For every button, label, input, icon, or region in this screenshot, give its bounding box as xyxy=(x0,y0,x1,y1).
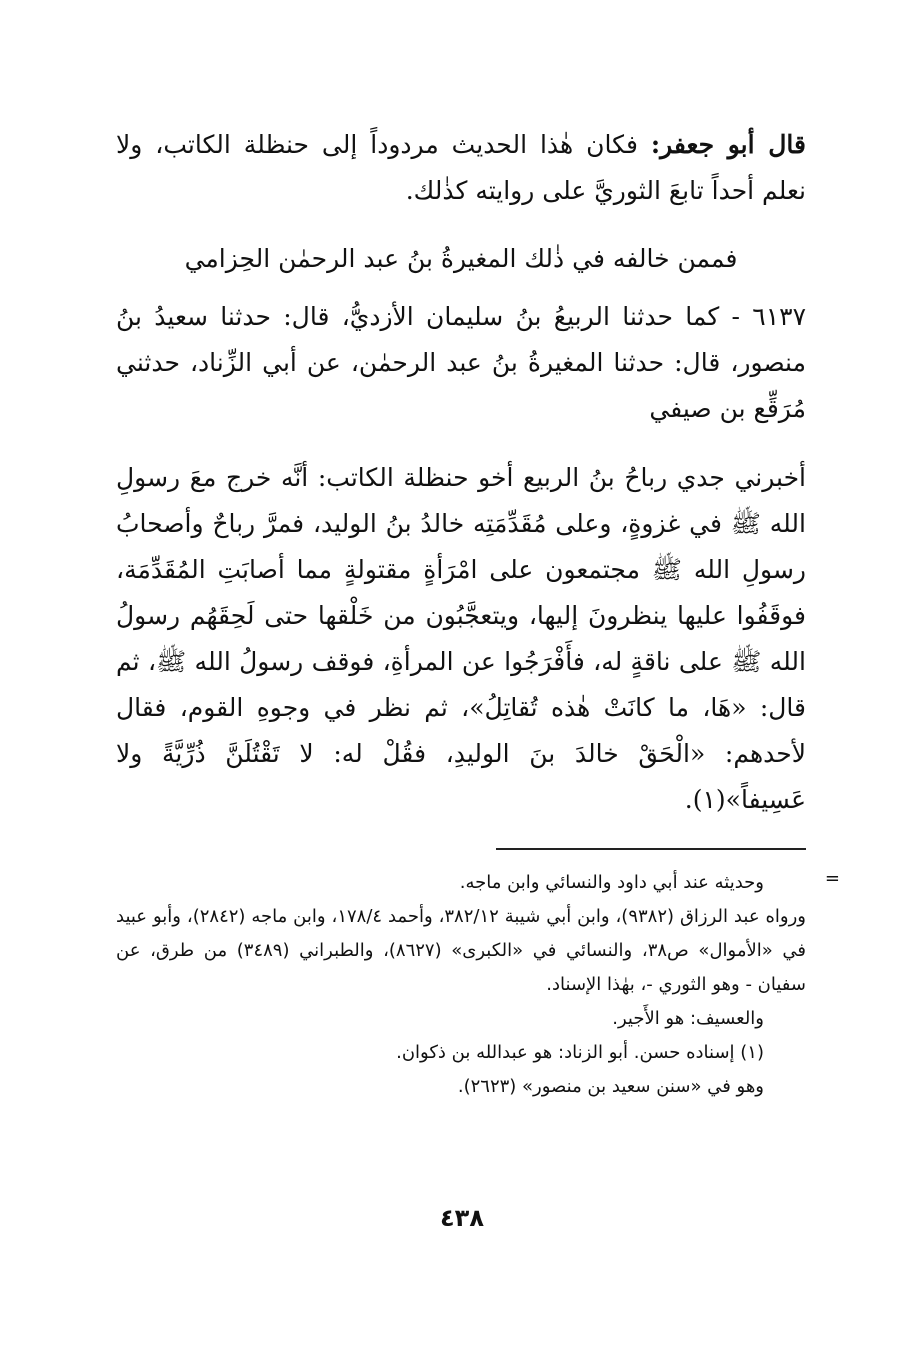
footnote-divider xyxy=(496,848,806,850)
footnote-continuation: وحديثه عند أبي داود والنسائي وابن ماجه. xyxy=(459,872,764,893)
intro-text: فكان هٰذا الحديث مردوداً إلى حنظلة الكاتب، ولا نعلم أحداً تابعَ الثوريَّ على روايته كذٰلك. xyxy=(116,130,806,205)
section-heading: فممن خالفه في ذٰلك المغيرةُ بنُ عبد الرحمٰن الحِزامي xyxy=(184,244,738,273)
continuation-mark: = xyxy=(824,868,840,889)
footnote-1: (١) إسناده حسن. أبو الزناد: هو عبدالله بن ذكوان. xyxy=(396,1042,764,1063)
footnote-gloss: والعسيف: هو الأَجير. xyxy=(612,1008,764,1029)
hadith-text: أخبرني جدي رباحُ بنُ الربيع أخو حنظلة الكاتب: أنَّه خرج معَ رسولِ الله ﷺ في غزوةٍ، وعلى مُقَدِّمَتِه خالدُ بنُ الوليد، فمرَّ رباحٌ وأصحابُ رسولِ الله ﷺ مجتمعون على امْرَأةٍ مقتولةٍ مما أصابَتِ المُقَدِّمَة، فوقَفُوا عليها ينظرونَ إليها، ويتعجَّبُون من خَلْقها حتى لَحِقَهُم رسولُ الله ﷺ على ناقةٍ له، فأَفْرَجُوا عن المرأةِ، فوقف رسولُ الله ﷺ، ثم قال: «هَا، ما كانَتْ هٰذه تُقاتِلُ»، ثم نظر في وجوهِ القوم، فقال لأحدهم: «الْحَقْ خالدَ بنَ الوليدِ، فقُلْ له: لا تَقْتُلَنَّ ذُرِّيَّةً ولا عَسِيفاً»(١). xyxy=(116,463,806,814)
intro-paragraph xyxy=(116,122,806,214)
footnotes xyxy=(116,866,806,1104)
intro-speaker: قال أبو جعفر: xyxy=(650,130,806,159)
page-number: ٤٣٨ xyxy=(440,1204,484,1232)
hadith-isnad: ٦١٣٧ - كما حدثنا الربيعُ بنُ سليمان الأزديُّ، قال: حدثنا سعيدُ بنُ منصور، قال: حدثنا المغيرةُ بنُ عبد الرحمٰن، عن أبي الزِّناد، حدثني مُرَقِّع بن صيفي xyxy=(116,302,806,423)
footnote-1-continuation: وهو في «سنن سعيد بن منصور» (٢٦٢٣). xyxy=(457,1076,764,1097)
footnote-sources: ورواه عبد الرزاق (٩٣٨٢)، وابن أبي شيبة ٣٨٢/١٢، وأحمد ١٧٨/٤، وابن ماجه (٢٨٤٢)، وأبو عبيد في «الأموال» ص٣٨، والنسائي في «الكبرى» (٨٦٢٧)، والطبراني (٣٤٨٩) من طرق، عن سفيان - وهو الثوري -، بهٰذا الإسناد. xyxy=(116,906,806,995)
